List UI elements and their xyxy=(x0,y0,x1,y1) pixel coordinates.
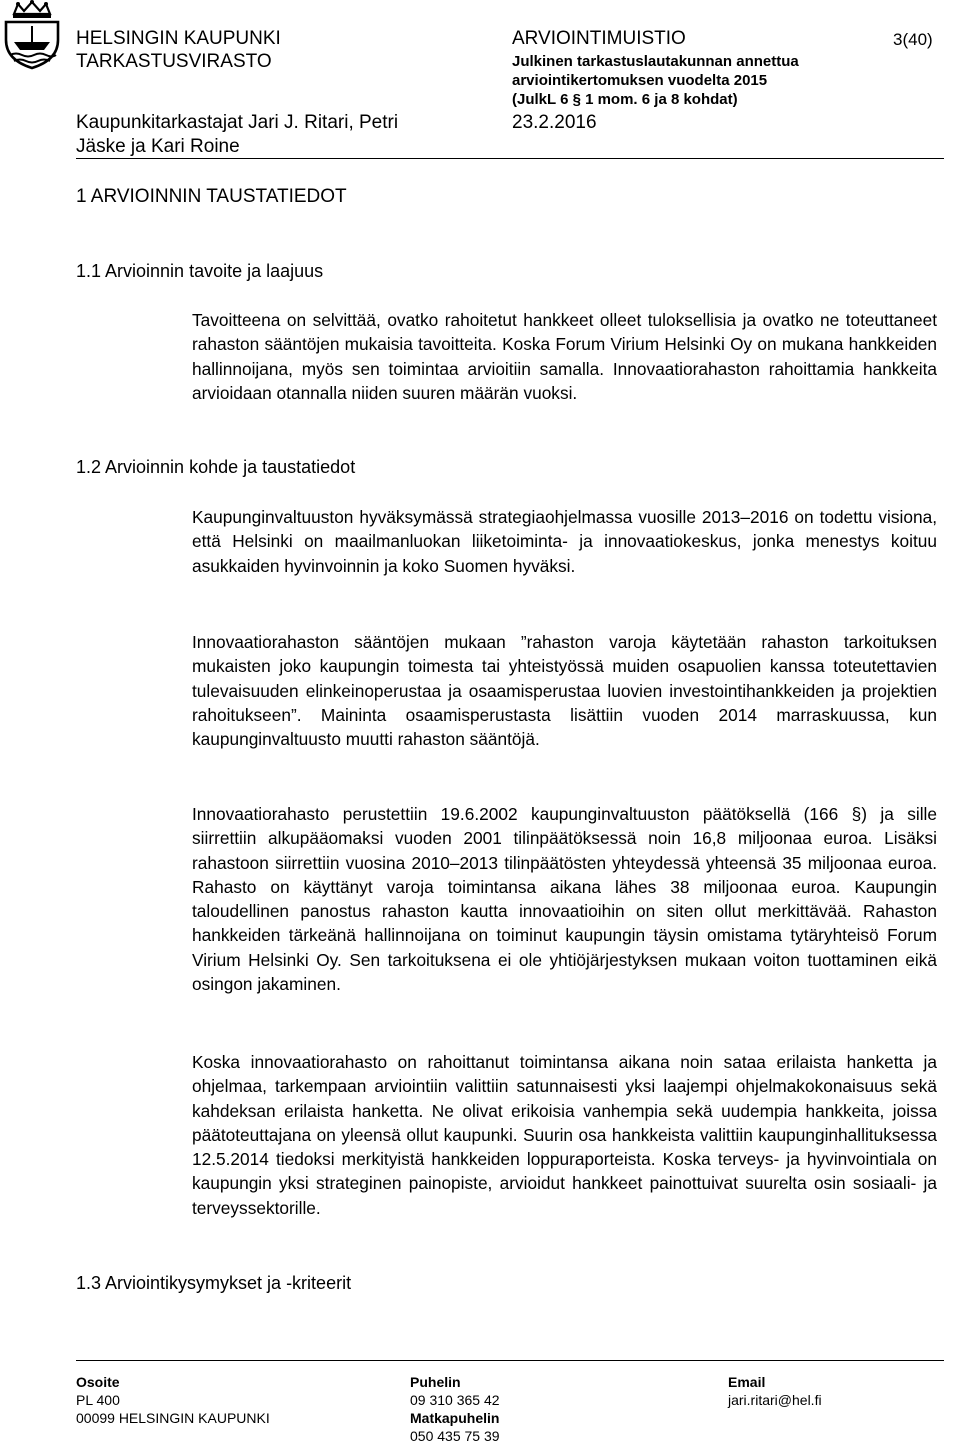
paragraph-goal: Tavoitteena on selvittää, ovatko rahoitetut hankkeet olleet tuloksellisia ja ovatko ne toteuttaneet rahaston sääntöjen mukaisia tavoitteita. Koska Forum Virium Helsinki Oy on mukana hankkeiden hallinnoijana, myös sen toimintaa arvioitiin samalla. Innovaatiorahaston rahoittamia hankkeita arvioidaan otannalla niiden suuren määrän vuoksi. xyxy=(192,310,937,403)
subsection-heading-1-2: 1.2 Arvioinnin kohde ja taustatiedot xyxy=(76,457,356,477)
helsinki-crest-icon xyxy=(0,0,64,70)
footer-email-label: Email xyxy=(728,1374,766,1390)
footer-mobile-label: Matkapuhelin xyxy=(410,1410,500,1426)
org-department: TARKASTUSVIRASTO xyxy=(76,51,272,72)
subsection-heading-1-3: 1.3 Arviointikysymykset ja -kriteerit xyxy=(76,1273,352,1293)
footer-mobile-value: 050 435 75 39 xyxy=(410,1428,500,1444)
subsection-heading-1-1: 1.1 Arvioinnin tavoite ja laajuus xyxy=(76,261,324,281)
footer-phone-value: 09 310 365 42 xyxy=(410,1392,500,1408)
footer-address-line1: PL 400 xyxy=(76,1392,120,1408)
document-date: 23.2.2016 xyxy=(512,112,597,133)
footer-phone-label: Puhelin xyxy=(410,1374,461,1390)
footer-email-link[interactable]: jari.ritari@hel.fi xyxy=(728,1392,822,1408)
page-number: 3(40) xyxy=(893,30,933,49)
paragraph-strategy: Kaupunginvaltuuston hyväksymässä strategiaohjelmassa vuosille 2013–2016 on todettu visiona, että Helsinki on maailmanluokan liiketoiminta- ja innovaatiokeskus, jonka menestys koituu asukkaiden hyvinvoinnin ja koko Suomen hyväksi. xyxy=(192,507,937,576)
footer-divider xyxy=(76,1360,944,1361)
publicity-note-line2: arviointikertomuksen vuodelta 2015 xyxy=(512,72,768,89)
publicity-note-line1: Julkinen tarkastuslautakunnan annettua xyxy=(512,53,799,70)
org-name: HELSINGIN KAUPUNKI xyxy=(76,28,281,49)
document-type: ARVIOINTIMUISTIO xyxy=(512,28,686,49)
paragraph-fund-history: Innovaatiorahasto perustettiin 19.6.2002 kaupunginvaltuuston päätöksellä (166 §) ja sille siirrettiin alkupääomaksi vuoden 2001 tilinpäätöksessä noin 16,8 miljoonaa euroa. Lisäksi rahastoon siirrettiin vuosina 2010–2013 tilinpäätösten yhteydessä yhteensä 35 miljoonaa euroa. Rahasto on käyttänyt varoja toimintansa aikana lähes 38 miljoonaa euroa. Kaupungin taloudellinen panostus rahaston kautta innovaatioihin on siten ollut merkittävää. Rahaston hankkeiden tärkeänä hallinnoijana on toiminut kaupungin täysin omistama tytäryhteisö Forum Virium Helsinki Oy. Sen tarkoituksena ei ole yhtiöjärjestyksen mukaan voiton tuottaminen eikä osingon jakaminen. xyxy=(192,804,937,995)
authors-line1: Kaupunkitarkastajat Jari J. Ritari, Petri xyxy=(76,112,399,133)
publicity-note-line3: (JulkL 6 § 1 mom. 6 ja 8 kohdat) xyxy=(512,91,738,108)
authors-line2: Jäske ja Kari Roine xyxy=(76,136,240,157)
header-divider xyxy=(76,158,944,159)
section-heading: 1 ARVIOINNIN TAUSTATIEDOT xyxy=(76,186,347,207)
footer-address-label: Osoite xyxy=(76,1374,120,1390)
paragraph-rules: Innovaatiorahaston sääntöjen mukaan ”rahaston varoja käytetään rahaston tarkoituksen mukaisten joko kaupungin toimesta tai yhteistyössä muiden osapuolien kanssa toteutettavien tulevaisuuden elinkeinoperustaa ja osaamisperustaa luovien investointihankkeiden ja projektien rahoitukseen”. Maininta osaamisperustasta lisättiin vuoden 2014 marraskuussa, kun kaupunginvaltuusto muutti rahaston sääntöjä. xyxy=(192,632,937,750)
paragraph-sample-selection: Koska innovaatiorahasto on rahoittanut toimintansa aikana noin sataa erilaista hanketta ja ohjelmaa, tarkempaan arviointiin valittiin satunnaisesti yksi laajempi ohjelmakokonaisuus sekä kahdeksan erilaista hanketta. Ne olivat erikoisia vanhempia sekä uudempia hankkeita, joissa päätoteuttajana on yleensä ollut kaupunki. Suurin osa hankkeista valittiin kaupunginhallituksessa 12.5.2014 tiedoksi merkityistä hankkeiden loppuraporteista. Koska terveys- ja hyvinvointiala on kaupungin yksi strateginen painopiste, arvioidut hankkeet painottuivat suurelta osin sosiaali- ja terveyssektorille. xyxy=(192,1052,937,1218)
footer-address-line2: 00099 HELSINGIN KAUPUNKI xyxy=(76,1410,270,1426)
